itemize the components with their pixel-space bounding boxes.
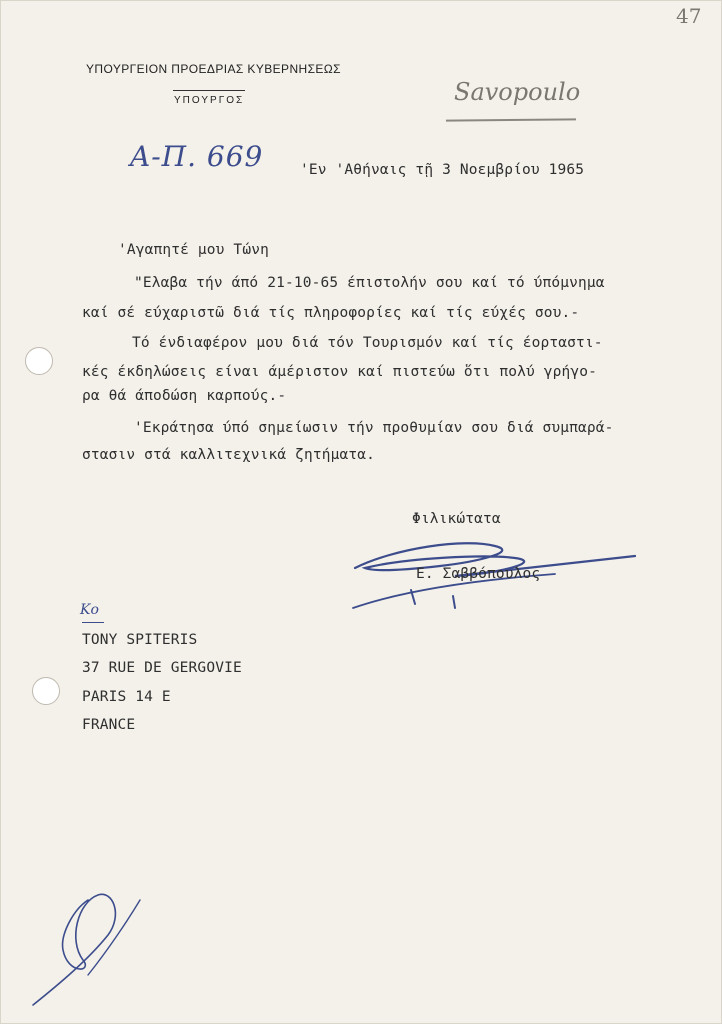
body-line: 'Εκράτησα ύπό σημείωσιν τήν προθυμίαν σου διά συμπαρά- — [134, 420, 614, 436]
body-line: ρα θά άποδώση καρπούς.- — [82, 388, 287, 404]
body-line: καί σέ εύχαριστῶ διά τίς πληροφορίες καί τίς εύχές σου.- — [82, 305, 580, 321]
initial-paraph — [28, 880, 148, 1010]
date-line: 'Εν 'Αθήναις τῇ 3 Νοεμβρίου 1965 — [300, 162, 585, 178]
address-line: 37 RUE DE GERGOVIE — [82, 660, 242, 676]
letterhead-rule — [173, 90, 245, 91]
body-line: κές έκδηλώσεις είναι άμέριστον καί πιστεύω ὅτι πολύ γρήγο- — [82, 364, 598, 380]
surname-pencil-note: Savopoulo — [454, 78, 581, 106]
letterhead-role: ΥΠΟΥΡΓΟΣ — [174, 95, 245, 106]
body-line: "Ελαβα τήν άπό 21-10-65 έπιστολήν σου καί τό ύπόμνημα — [134, 275, 605, 291]
copy-mark-underline — [82, 622, 104, 623]
punch-hole-bottom — [32, 677, 60, 705]
page-number: 47 — [676, 4, 702, 28]
body-line: Τό ένδιαφέρον μου διά τόν Τουρισμόν καί τίς έορταστι- — [132, 335, 603, 351]
salutation: 'Αγαπητέ μου Τώνη — [118, 242, 269, 258]
pencil-underline — [446, 118, 576, 121]
reference-number: Α-Π. 669 — [130, 140, 264, 173]
copy-mark: Κο — [80, 602, 99, 618]
signatory-name: Ε. Σαββόπουλος — [416, 566, 541, 582]
letterhead-office: ΥΠΟΥΡΓΕΙΟΝ ΠΡΟΕΔΡΙΑΣ ΚΥΒΕΡΝΗΣΕΩΣ — [86, 62, 341, 76]
address-line: TONY SPITERIS — [82, 632, 198, 648]
address-line: FRANCE — [82, 717, 136, 733]
body-line: στασιν στά καλλιτεχνικά ζητήματα. — [82, 447, 376, 463]
closing: Φιλικώτατα — [412, 511, 501, 527]
address-line: PARIS 14 E — [82, 689, 171, 705]
punch-hole-top — [25, 347, 53, 375]
